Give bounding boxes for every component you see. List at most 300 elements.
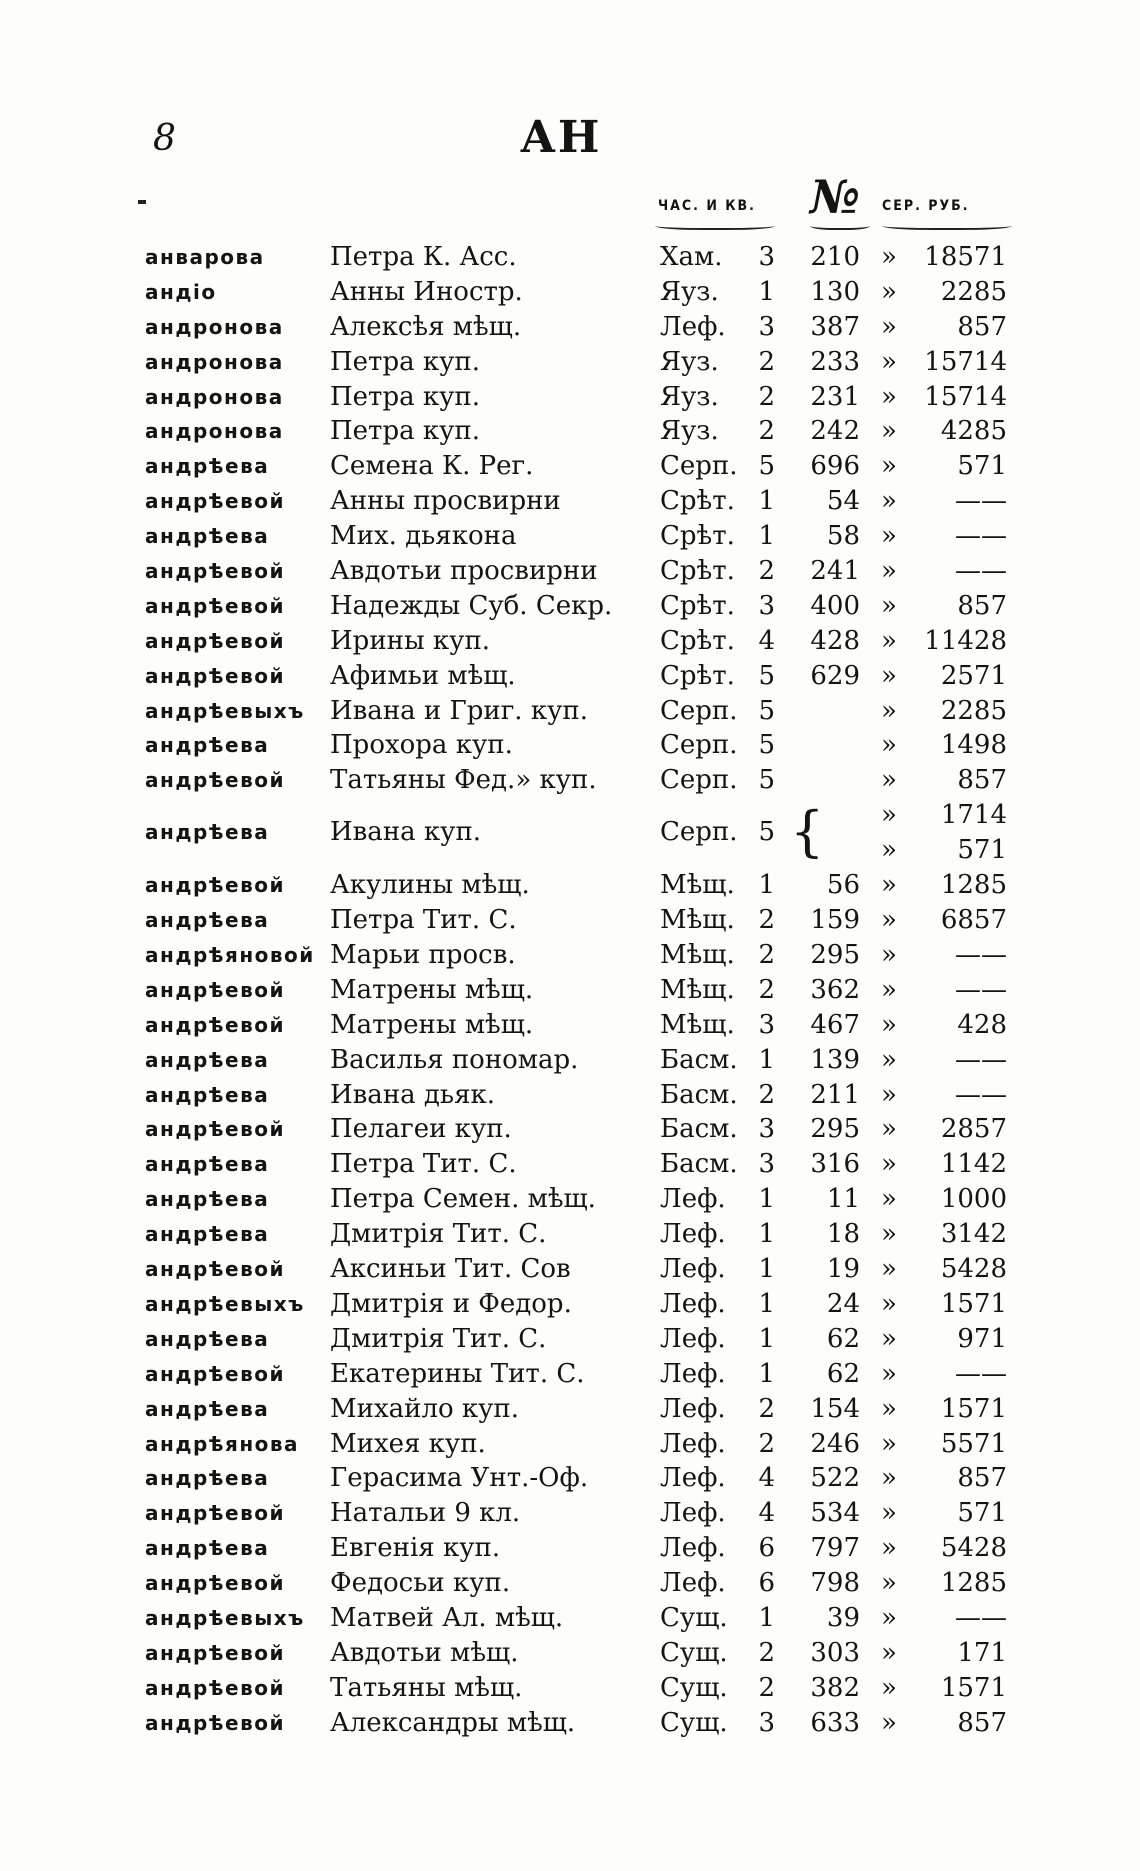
entry-number: 295: [810, 1114, 860, 1145]
list-item: [0, 554, 1140, 589]
entry-sum: 5428: [940, 1533, 1007, 1564]
entry-ditto-mark: »: [881, 1323, 897, 1354]
entry-ditto-mark: »: [881, 905, 897, 936]
entry-district: Леф.: [660, 1219, 726, 1250]
entry-district: Леф.: [660, 1533, 726, 1564]
entry-district: Мѣщ.: [660, 870, 735, 901]
entry-sum: 571: [957, 1498, 1007, 1529]
entry-sum: 857: [957, 1707, 1007, 1738]
entry-district: Леф.: [660, 1323, 726, 1354]
entry-number: 233: [810, 346, 860, 377]
entry-number: 633: [810, 1707, 860, 1738]
entry-part: 1: [758, 1254, 775, 1285]
entry-district: Хам.: [660, 242, 723, 272]
entry-sum: 1498: [940, 730, 1007, 761]
entry-name: Анны просвирни: [330, 486, 561, 517]
entry-sum: 857: [957, 590, 1007, 621]
entry-number: 18: [826, 1219, 860, 1250]
entry-number: 56: [826, 870, 860, 901]
entry-part: 3: [758, 590, 775, 621]
entry-name: Михайло куп.: [330, 1393, 520, 1424]
entry-district: Леф.: [660, 1428, 726, 1459]
entry-sum: 11428: [924, 625, 1007, 656]
header-brace: [810, 220, 870, 230]
entry-sum: 171: [957, 1637, 1007, 1668]
entry-sum: 1571: [940, 1393, 1007, 1424]
entry-name: Мих. дьякона: [330, 521, 517, 552]
entry-ditto-mark: »: [881, 1184, 897, 1215]
entry-name: Ивана куп.: [330, 817, 482, 848]
entry-ditto-mark: »: [881, 590, 897, 621]
entry-ditto-mark: »: [881, 1079, 897, 1110]
list-item: [0, 519, 1140, 554]
entry-district: Леф.: [660, 1568, 726, 1599]
entry-name: Татьяны мѣщ.: [330, 1672, 523, 1703]
entry-district: Мѣщ.: [660, 974, 735, 1005]
entry-district: Серп.: [660, 451, 738, 482]
entry-surname: андрѣевой: [145, 768, 285, 793]
entry-ditto-mark: »: [881, 1672, 897, 1703]
entry-part: 2: [758, 381, 775, 412]
entry-sum: 2571: [940, 660, 1007, 691]
list-item: [0, 414, 1140, 449]
entry-part: 2: [758, 1637, 775, 1668]
list-item: [0, 310, 1140, 345]
entry-number: 362: [810, 974, 860, 1005]
entry-part: 3: [758, 242, 775, 272]
entry-number: 534: [810, 1498, 860, 1529]
entry-district: Серп.: [660, 695, 738, 726]
entry-ditto-mark: »: [881, 311, 897, 342]
entry-sum: ——: [955, 974, 1007, 1005]
entry-ditto-mark: »: [881, 521, 897, 552]
entry-district: Леф.: [660, 1254, 726, 1285]
entry-surname: андрѣевой: [145, 1571, 285, 1596]
list-item: [0, 1671, 1140, 1706]
entry-district: Мѣщ.: [660, 1009, 735, 1040]
entry-ditto-mark: »: [881, 1637, 897, 1668]
entry-name: Дмитрія Тит. С.: [330, 1219, 547, 1250]
list-item: [0, 1112, 1140, 1147]
entry-sum: ——: [955, 940, 1007, 971]
list-item: [0, 589, 1140, 624]
entry-sum: ——: [955, 1044, 1007, 1075]
header-brace: [882, 220, 1012, 230]
entry-number: 62: [826, 1323, 860, 1354]
list-item: [0, 1636, 1140, 1671]
entry-sum: 1285: [940, 870, 1007, 901]
entry-sum: 5428: [940, 1254, 1007, 1285]
entry-district: Срѣт.: [660, 590, 735, 621]
entry-surname: анварова: [145, 245, 265, 269]
entry-ditto-mark: »: [881, 1358, 897, 1389]
entry-name: Ирины куп.: [330, 625, 491, 656]
entry-surname: андрѣевой: [145, 977, 285, 1002]
entry-part: 5: [758, 817, 775, 848]
entry-surname: андрѣевыхъ: [145, 1291, 305, 1316]
entry-ditto-mark: »: [881, 1707, 897, 1738]
entry-name: Матрены мѣщ.: [330, 974, 534, 1005]
list-item: [0, 973, 1140, 1008]
entry-surname: андрѣева: [145, 1222, 270, 1247]
list-item: [0, 763, 1140, 798]
entry-number: 159: [810, 905, 860, 936]
entry-ditto-mark: »: [881, 870, 897, 901]
entry-ditto-mark: »: [881, 242, 897, 272]
entry-name: Афимьи мѣщ.: [330, 660, 516, 691]
entry-district: Мѣщ.: [660, 905, 735, 936]
entry-part: 1: [758, 1323, 775, 1354]
entry-number: 211: [810, 1079, 860, 1110]
list-item: [0, 1252, 1140, 1287]
column-headers: [0, 170, 1140, 240]
entry-number: 130: [810, 276, 860, 307]
entry-number: 467: [810, 1009, 860, 1040]
list-item: [0, 345, 1140, 380]
entry-surname: андрѣева: [145, 1187, 270, 1212]
entry-ditto-mark: »: [881, 486, 897, 517]
list-item: [0, 694, 1140, 729]
entry-number: 400: [810, 590, 860, 621]
entry-district: Серп.: [660, 817, 738, 848]
entry-name: Натальи 9 кл.: [330, 1498, 521, 1529]
entry-sum: 1285: [940, 1568, 1007, 1599]
entry-part: 5: [758, 730, 775, 761]
entry-ditto-mark: »: [881, 1533, 897, 1564]
list-item: [0, 1601, 1140, 1636]
entry-number: 154: [810, 1393, 860, 1424]
entry-ditto-mark: »: [881, 1463, 897, 1494]
entry-surname: андрѣевой: [145, 873, 285, 898]
entry-number: 54: [826, 486, 860, 517]
entry-number: 24: [826, 1288, 860, 1319]
entry-surname: андрѣевыхъ: [145, 698, 305, 723]
entry-sum: 2857: [940, 1114, 1007, 1145]
entry-surname: андрѣева: [145, 1396, 270, 1421]
entry-number: 11: [826, 1184, 860, 1215]
entry-part: 2: [758, 416, 775, 447]
entry-name: Петра куп.: [330, 381, 480, 412]
column-header-number: №: [810, 170, 860, 224]
entry-surname: андрѣевой: [145, 1640, 285, 1665]
entry-surname: андронова: [145, 349, 284, 374]
entry-part: 2: [758, 974, 775, 1005]
entry-part: 1: [758, 521, 775, 552]
entry-part: 2: [758, 1672, 775, 1703]
entry-ditto-mark: »: [881, 800, 897, 831]
entry-part: 6: [758, 1533, 775, 1564]
entry-name: Алексѣя мѣщ.: [330, 311, 522, 342]
entry-number: 382: [810, 1672, 860, 1703]
entry-part: 1: [758, 1358, 775, 1389]
entry-name: Ивана и Григ. куп.: [330, 695, 588, 726]
entry-number: 210: [810, 242, 860, 272]
entry-part: 1: [758, 1044, 775, 1075]
entry-name: Матрены мѣщ.: [330, 1009, 534, 1040]
entry-number: 798: [810, 1568, 860, 1599]
entry-part: 6: [758, 1568, 775, 1599]
entry-sum: ——: [955, 1602, 1007, 1633]
entry-sum: 6857: [940, 905, 1007, 936]
entry-name: Надежды Суб. Секр.: [330, 590, 613, 621]
list-item: [0, 1357, 1140, 1392]
entry-surname: андрѣева: [145, 1152, 270, 1177]
entry-sum: 5571: [940, 1428, 1007, 1459]
list-item: [0, 1078, 1140, 1113]
entry-district: Яуз.: [660, 416, 719, 447]
running-head: АН: [520, 112, 602, 163]
entry-name: Петра Тит. С.: [330, 905, 517, 936]
entry-name: Ивана дьяк.: [330, 1079, 495, 1110]
entry-district: Мѣщ.: [660, 940, 735, 971]
entry-part: 4: [758, 1463, 775, 1494]
entry-ditto-mark: »: [881, 416, 897, 447]
entry-district: Срѣт.: [660, 521, 735, 552]
entry-part: 1: [758, 870, 775, 901]
entry-surname: андрѣевой: [145, 593, 285, 618]
entry-sum: 1571: [940, 1672, 1007, 1703]
list-item: [0, 380, 1140, 415]
entry-district: Сущ.: [660, 1602, 728, 1633]
entry-surname: андрѣевой: [145, 663, 285, 688]
entry-number: 316: [810, 1149, 860, 1180]
entry-district: Леф.: [660, 311, 726, 342]
entry-district: Сущ.: [660, 1637, 728, 1668]
entry-name: Петра куп.: [330, 346, 480, 377]
entry-number: 303: [810, 1637, 860, 1668]
entry-name: Марьи просв.: [330, 940, 516, 971]
entry-name: Евгенія куп.: [330, 1533, 501, 1564]
entry-district: Яуз.: [660, 276, 719, 307]
entry-part: 2: [758, 1079, 775, 1110]
entry-sum: 1000: [940, 1184, 1007, 1215]
entry-sum: 1571: [940, 1288, 1007, 1319]
entry-number: 246: [810, 1428, 860, 1459]
entry-surname: андрѣева: [145, 1047, 270, 1072]
entry-sum: 15714: [924, 346, 1007, 377]
entry-name: Авдотьи мѣщ.: [330, 1637, 519, 1668]
entry-ditto-mark: »: [881, 1393, 897, 1424]
entry-ditto-mark: »: [881, 765, 897, 796]
entry-part: 1: [758, 1602, 775, 1633]
entry-district: Сущ.: [660, 1672, 728, 1703]
header-brace: [655, 220, 775, 230]
entry-sum: 857: [957, 1463, 1007, 1494]
list-item: [0, 1287, 1140, 1322]
list-item: [0, 798, 1140, 868]
entry-part: 2: [758, 1393, 775, 1424]
entry-part: 1: [758, 486, 775, 517]
entry-number: 19: [826, 1254, 860, 1285]
entry-surname: андрѣевой: [145, 1117, 285, 1142]
entry-part: 3: [758, 1707, 775, 1738]
list-item: [0, 938, 1140, 973]
entry-district: Леф.: [660, 1498, 726, 1529]
entry-name: Екатерины Тит. С.: [330, 1358, 585, 1389]
entry-sum: 18571: [924, 242, 1007, 272]
entry-surname: андіо: [145, 279, 217, 304]
entry-number: 696: [810, 451, 860, 482]
entry-surname: андрѣева: [145, 1466, 270, 1491]
entry-surname: андронова: [145, 314, 284, 339]
entry-sum: ——: [955, 521, 1007, 552]
entry-sum: 2285: [940, 276, 1007, 307]
page-number: 8: [153, 118, 176, 159]
entry-sum: 2285: [940, 695, 1007, 726]
entry-part: 1: [758, 1184, 775, 1215]
entry-part: 3: [758, 1149, 775, 1180]
entry-surname: андронова: [145, 419, 284, 444]
entry-surname: андрѣевой: [145, 1012, 285, 1037]
list-item: [0, 240, 1140, 275]
list-item: [0, 868, 1140, 903]
entry-part: 4: [758, 1498, 775, 1529]
entry-name: Герасима Унт.-Оф.: [330, 1463, 589, 1494]
column-header-part: ЧАС. И КВ.: [658, 198, 756, 214]
entry-part: 2: [758, 905, 775, 936]
column-header-rubles: СЕР. РУБ.: [882, 198, 970, 214]
entry-part: 5: [758, 695, 775, 726]
list-item: [0, 1008, 1140, 1043]
list-item: [0, 728, 1140, 763]
entry-surname: андрѣева: [145, 1536, 270, 1561]
entry-brace: {: [790, 800, 825, 864]
entry-district: Серп.: [660, 765, 738, 796]
entry-surname: андрѣяновой: [145, 943, 315, 968]
entry-name: Дмитрія Тит. С.: [330, 1323, 547, 1354]
entry-ditto-mark: »: [881, 1219, 897, 1250]
entry-ditto-mark: »: [881, 556, 897, 587]
entry-surname: андронова: [145, 384, 284, 409]
entry-district: Серп.: [660, 730, 738, 761]
list-item: [0, 1706, 1140, 1741]
list-item: [0, 1217, 1140, 1252]
entry-surname: андрѣева: [145, 454, 270, 479]
entry-surname: андрѣянова: [145, 1431, 300, 1456]
entry-sum: 428: [957, 1009, 1007, 1040]
entry-surname: андрѣевой: [145, 1257, 285, 1282]
entry-ditto-mark: »: [881, 1009, 897, 1040]
entry-part: 2: [758, 1428, 775, 1459]
entry-ditto-mark: »: [881, 1044, 897, 1075]
entry-name: Василья пономар.: [330, 1044, 579, 1075]
entry-part: 3: [758, 1009, 775, 1040]
entry-sum: ——: [955, 1358, 1007, 1389]
list-item: [0, 1461, 1140, 1496]
entry-ditto-mark: »: [881, 1498, 897, 1529]
entry-ditto-mark: »: [881, 974, 897, 1005]
entry-ditto-mark: »: [881, 730, 897, 761]
entry-part: 3: [758, 1114, 775, 1145]
entry-number: 241: [810, 556, 860, 587]
entry-number: 62: [826, 1358, 860, 1389]
list-item: [0, 1566, 1140, 1601]
entry-ditto-mark: »: [881, 1114, 897, 1145]
entry-surname: андрѣева: [145, 820, 270, 845]
entry-surname: андрѣева: [145, 524, 270, 549]
list-item: [0, 903, 1140, 938]
register-list: [0, 240, 1140, 1741]
entry-surname: андрѣевой: [145, 559, 285, 584]
entry-ditto-mark: »: [881, 1602, 897, 1633]
entry-part: 3: [758, 311, 775, 342]
entry-name: Михея куп.: [330, 1428, 486, 1459]
entry-district: Басм.: [660, 1079, 738, 1110]
entry-name: Аксиньи Тит. Сов: [330, 1254, 571, 1285]
entry-name: Петра Семен. мѣщ.: [330, 1184, 596, 1215]
entry-part: 1: [758, 1219, 775, 1250]
entry-surname: андрѣевой: [145, 1675, 285, 1700]
entry-ditto-mark: »: [881, 660, 897, 691]
entry-sum: 571: [957, 451, 1007, 482]
list-item: [0, 1322, 1140, 1357]
list-item: [0, 484, 1140, 519]
entry-surname: андрѣева: [145, 733, 270, 758]
list-item: [0, 1427, 1140, 1462]
entry-ditto-mark: »: [881, 695, 897, 726]
entry-sum: 1714: [940, 800, 1007, 831]
entry-name: Прохора куп.: [330, 730, 513, 761]
entry-ditto-mark: »: [881, 1568, 897, 1599]
entry-surname: андрѣева: [145, 1082, 270, 1107]
entry-number: 242: [810, 416, 860, 447]
entry-ditto-mark: »: [881, 381, 897, 412]
entry-sum: ——: [955, 486, 1007, 517]
entry-part: 5: [758, 765, 775, 796]
list-item: [0, 659, 1140, 694]
entry-name: Александры мѣщ.: [330, 1707, 576, 1738]
entry-part: 2: [758, 940, 775, 971]
entry-district: Срѣт.: [660, 660, 735, 691]
entry-name: Петра куп.: [330, 416, 480, 447]
entry-sum: 571: [957, 835, 1007, 866]
entry-ditto-mark: »: [881, 276, 897, 307]
list-item: [0, 624, 1140, 659]
entry-surname: андрѣевой: [145, 1710, 285, 1735]
entry-name: Авдотьи просвирни: [330, 556, 598, 587]
entry-sum: ——: [955, 1079, 1007, 1110]
list-item: [0, 1182, 1140, 1217]
entry-sum: 971: [957, 1323, 1007, 1354]
entry-name: Петра К. Асс.: [330, 242, 517, 272]
entry-surname: андрѣевой: [145, 1361, 285, 1386]
list-item: [0, 1147, 1140, 1182]
entry-number: 139: [810, 1044, 860, 1075]
entry-sum: 1142: [940, 1149, 1007, 1180]
entry-number: 295: [810, 940, 860, 971]
entry-ditto-mark: »: [881, 1288, 897, 1319]
entry-name: Федосьи куп.: [330, 1568, 511, 1599]
entry-surname: андрѣевой: [145, 628, 285, 653]
entry-ditto-mark: »: [881, 1428, 897, 1459]
entry-district: Срѣт.: [660, 625, 735, 656]
entry-name: Анны Иностр.: [330, 276, 523, 307]
entry-sum: 857: [957, 765, 1007, 796]
entry-name: Матвей Ал. мѣщ.: [330, 1602, 564, 1633]
entry-surname: андрѣевой: [145, 1501, 285, 1526]
entry-ditto-mark: »: [881, 346, 897, 377]
list-item: [0, 1392, 1140, 1427]
entry-sum: ——: [955, 556, 1007, 587]
entry-name: Акулины мѣщ.: [330, 870, 530, 901]
entry-ditto-mark: »: [881, 451, 897, 482]
entry-part: 1: [758, 1288, 775, 1319]
entry-district: Леф.: [660, 1288, 726, 1319]
entry-ditto-mark: »: [881, 1149, 897, 1180]
entry-district: Яуз.: [660, 346, 719, 377]
entry-district: Сущ.: [660, 1707, 728, 1738]
entry-ditto-mark: »: [881, 835, 897, 866]
